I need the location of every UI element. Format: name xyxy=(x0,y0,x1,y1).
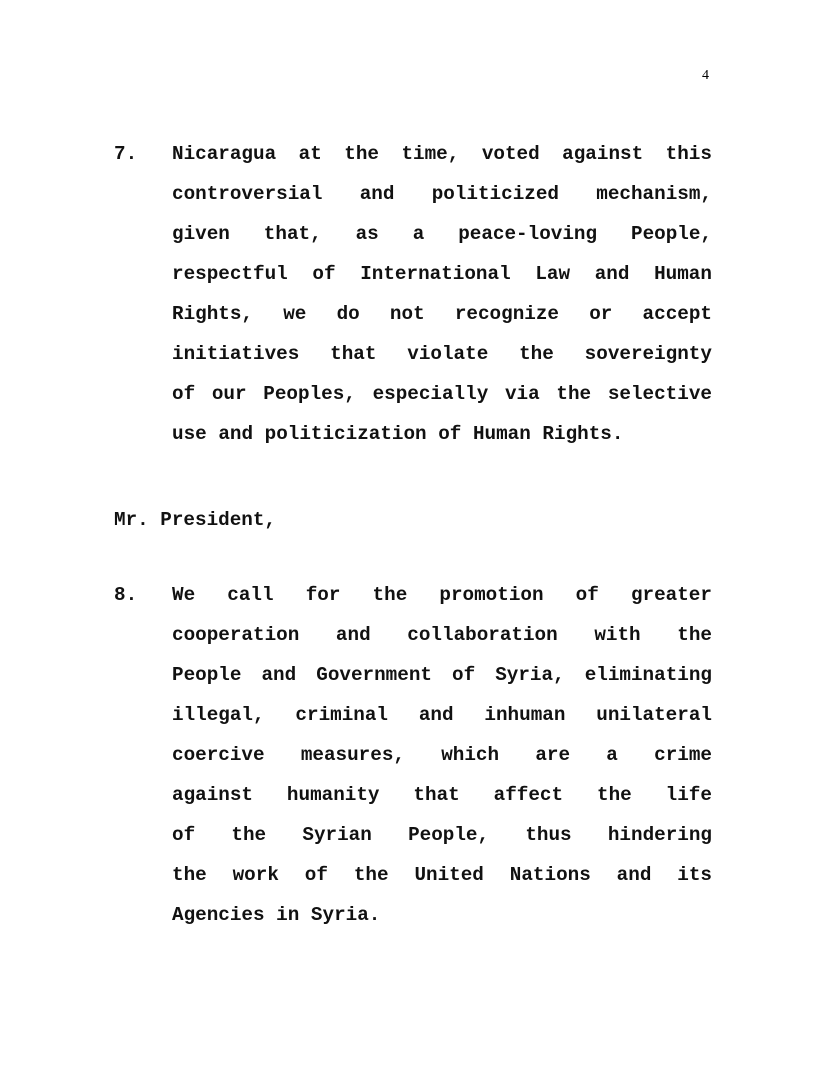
text-line: respectful of International Law and Human xyxy=(172,263,712,285)
text-line: the work of the United Nations and its xyxy=(172,864,712,886)
page-number: 4 xyxy=(702,68,709,83)
text-line: given that, as a peace-loving People, xyxy=(172,223,712,245)
text-line: illegal, criminal and inhuman unilateral xyxy=(172,704,712,726)
text-line: initiatives that violate the sovereignty xyxy=(172,343,712,365)
text-line: use and politicization of Human Rights. xyxy=(172,423,624,445)
text-line: of our Peoples, especially via the selective xyxy=(172,383,712,405)
text-line: Nicaragua at the time, voted against this xyxy=(172,143,712,165)
text-line: controversial and politicized mechanism, xyxy=(172,183,712,205)
text-line: against humanity that affect the life xyxy=(172,784,712,806)
text-line: of the Syrian People, thus hindering xyxy=(172,824,712,846)
paragraph-number: 8. xyxy=(114,584,138,606)
text-line: cooperation and collaboration with the xyxy=(172,624,712,646)
paragraph-body xyxy=(172,575,712,935)
text-line: We call for the promotion of greater xyxy=(172,584,712,606)
text-line: Rights, we do not recognize or accept xyxy=(172,303,712,325)
paragraph-number: 7. xyxy=(114,143,138,165)
text-line: coercive measures, which are a crime xyxy=(172,744,712,766)
paragraph-body xyxy=(172,134,712,454)
text-line: Agencies in Syria. xyxy=(172,904,381,926)
text-line: People and Government of Syria, eliminating xyxy=(172,664,712,686)
salutation: Mr. President, xyxy=(114,509,276,531)
